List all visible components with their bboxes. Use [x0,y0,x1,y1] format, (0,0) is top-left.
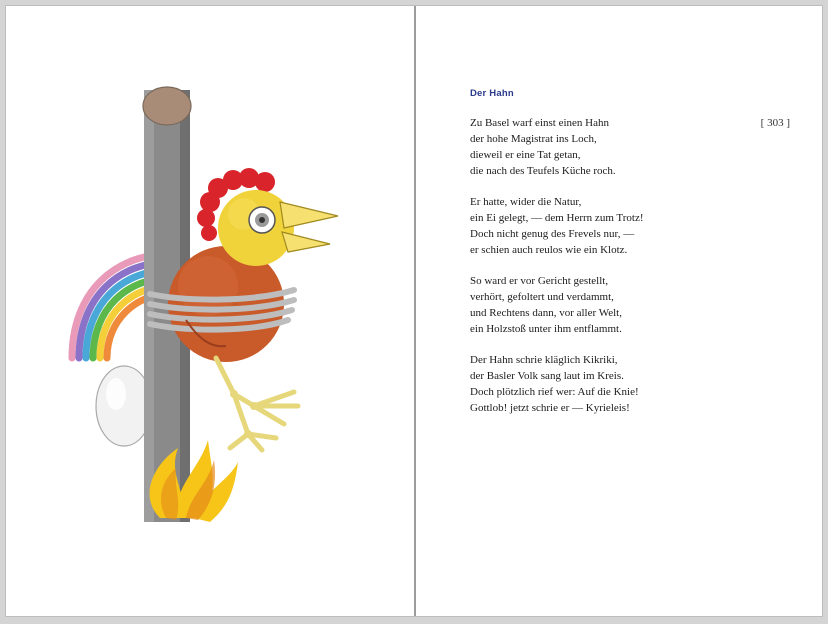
rooster-illustration [58,76,358,531]
poem-line: Doch plötzlich rief wer: Auf die Knie! [470,386,639,398]
poem-line: ein Holzstoß unter ihm entflammt. [470,323,622,335]
left-page [6,6,414,616]
book-spread [6,6,822,616]
poem-body [470,115,770,431]
egg [96,366,152,446]
poem-line: verhört, gefoltert und verdammt, [470,291,614,303]
poem-title: Der Hahn [470,88,514,99]
poem-line: der Basler Volk sang laut im Kreis. [470,370,624,382]
page-number: [ 303 ] [760,117,790,129]
poem-line: die nach des Teufels Küche roch. [470,165,616,177]
poem-line: er schien auch reulos wie ein Klotz. [470,244,628,256]
poem-line: Doch nicht genug des Frevels nur, — [470,228,635,240]
poem-line: Zu Basel warf einst einen Hahn [470,117,609,129]
right-page [416,6,822,616]
beak [280,202,338,228]
poem-line: Gottlob! jetzt schrie er — Kyrieleis! [470,402,630,414]
stanza [470,273,770,337]
stanza [470,352,770,416]
poem-line: So ward er vor Gericht gestellt, [470,275,609,287]
poem-line: ein Ei gelegt, — dem Herrn zum Trotz! [470,212,644,224]
poem-line: der hohe Magistrat ins Loch, [470,133,597,145]
poem-line: dieweil er eine Tat getan, [470,149,581,161]
poem-line: und Rechtens dann, vor aller Welt, [470,307,622,319]
poem-line: Der Hahn schrie kläglich Kikriki, [470,354,618,366]
stanza [470,115,770,179]
stanza [470,194,770,258]
poem-line: Er hatte, wider die Natur, [470,196,582,208]
